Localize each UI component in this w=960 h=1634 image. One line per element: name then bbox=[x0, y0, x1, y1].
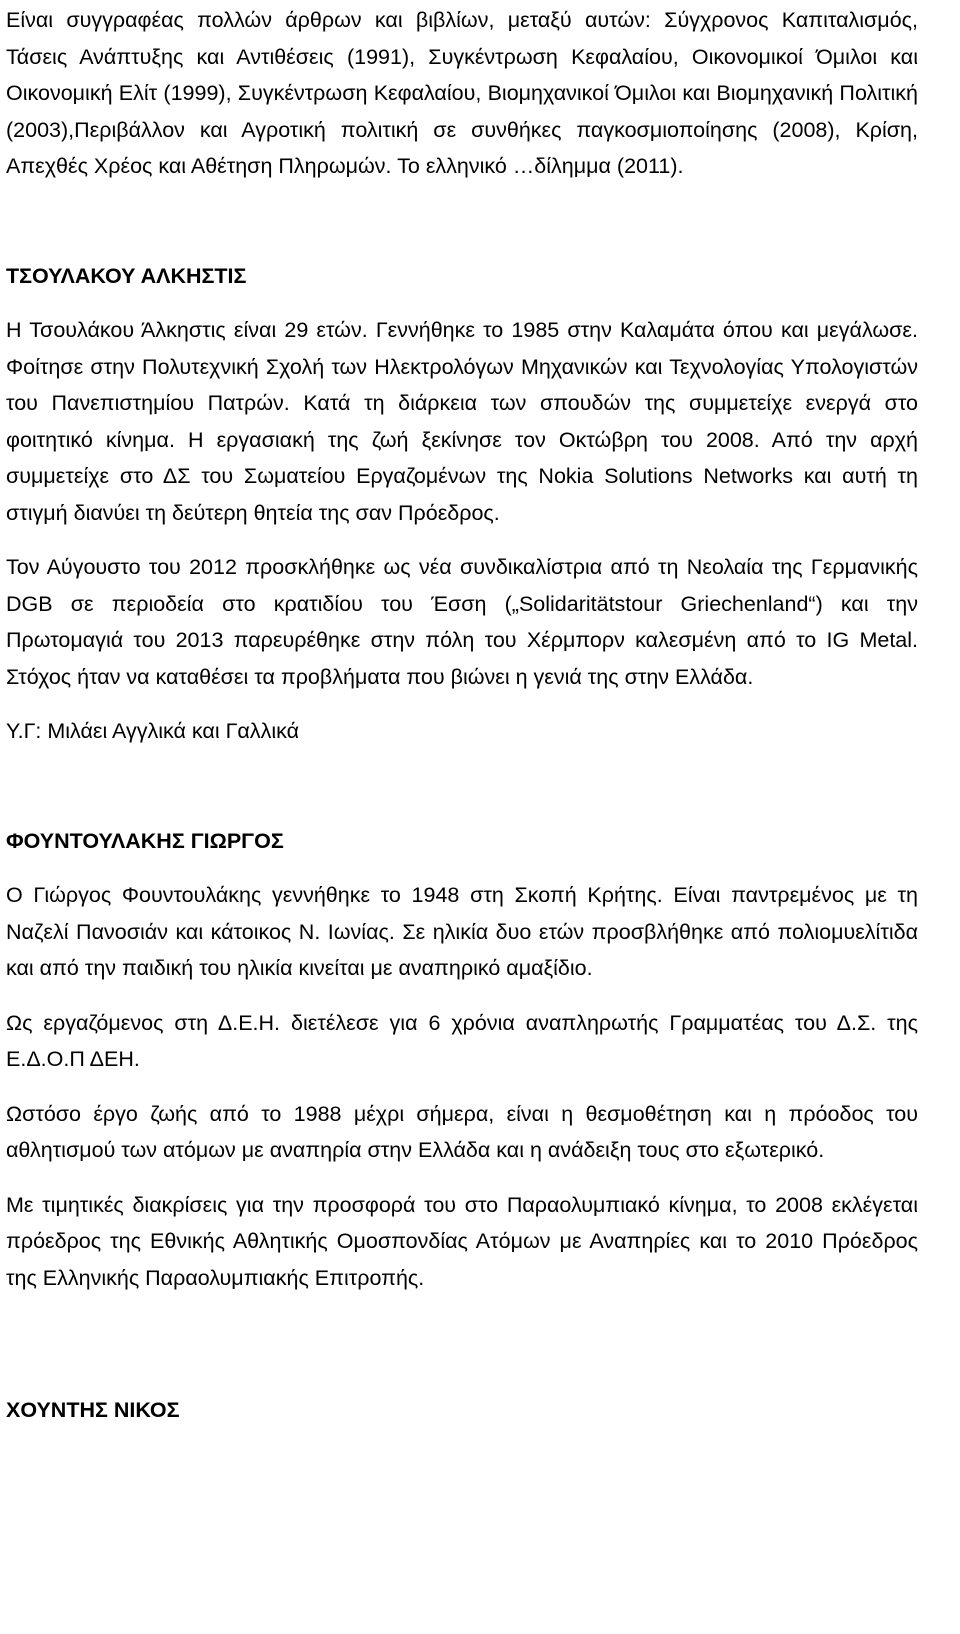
section-heading-chountis: ΧΟΥΝΤΗΣ ΝΙΚΟΣ bbox=[6, 1398, 180, 1422]
spacer bbox=[6, 859, 918, 877]
spacer bbox=[6, 185, 918, 258]
document-page bbox=[6, 2, 918, 1429]
fountoulakis-paragraph-2: Ως εργαζόμενος στη Δ.Ε.Η. διετέλεσε για 6 χρόνια αναπληρωτής Γραμματέας του Δ.Σ. της Ε.Δ.Ο.Π ΔΕΗ. bbox=[6, 1010, 918, 1071]
fountoulakis-paragraph-3: Ωστόσο έργο ζωής από το 1988 μέχρι σήμερα, είναι η θεσμοθέτηση και η πρόοδος του αθλητισμού των ατόμων με αναπηρία στην Ελλάδα και η ανάδειξη τους στο εξωτερικό. bbox=[6, 1101, 918, 1162]
spacer bbox=[6, 695, 918, 713]
tsoulakou-paragraph-3: Υ.Γ: Μιλάει Αγγλικά και Γαλλικά bbox=[6, 719, 300, 743]
spacer bbox=[6, 294, 918, 312]
intro-paragraph: Είναι συγγραφέας πολλών άρθρων και βιβλίων, μεταξύ αυτών: Σύγχρονος Καπιταλισμός, Τάσεις Ανάπτυξης και Αντιθέσεις (1991), Συγκέντρωση Κεφαλαίου, Οικονομικοί Όμιλοι και Οικονομική Ελίτ (1999), Συγκέντρωση Κεφαλαίου, Βιομηχανικοί Όμιλοι και Βιομηχανική Πολιτική (2003),Περιβάλλον και Αγροτική πολιτική σε συνθήκες παγκοσμιοποίησης (2008), Κρίση, Απεχθές Χρέος και Αθέτηση Πληρωμών. Το ελληνικό …δίλημμα (2011). bbox=[6, 8, 918, 178]
spacer bbox=[6, 987, 918, 1005]
tsoulakou-paragraph-1: Η Τσουλάκου Άλκηστις είναι 29 ετών. Γεννήθηκε το 1985 στην Καλαμάτα όπου και μεγάλωσε. Φοίτησε στην Πολυτεχνική Σχολή των Ηλεκτρολόγων Μηχανικών και Τεχνολογίας Υπολογιστών του Πανεπιστημίου Πατρών. Κατά τη διάρκεια των σπουδών της συμμετείχε ενεργά στο φοιτητικό κίνημα. Η εργασιακή της ζωή ξεκίνησε τον Οκτώβρη του 2008. Από την αρχή συμμετείχε στο ΔΣ του Σωματείου Εργαζομένων της Nokia Solutions Networks και αυτή τη στιγμή διανύει τη δεύτερη θητεία της σαν Πρόεδρος. bbox=[6, 318, 918, 525]
spacer bbox=[6, 531, 918, 549]
fountoulakis-paragraph-1: Ο Γιώργος Φουντουλάκης γεννήθηκε το 1948 στη Σκοπή Κρήτης. Είναι παντρεμένος με τη Ναζελί Πανοσιάν και κάτοικος Ν. Ιωνίας. Σε ηλικία δυο ετών προσβλήθηκε από πολιομυελίτιδα και από την παιδική του ηλικία κινείται με αναπηρικό αμαξίδιο. bbox=[6, 883, 918, 980]
tsoulakou-paragraph-2: Τον Αύγουστο του 2012 προσκλήθηκε ως νέα συνδικαλίστρια από τη Νεολαία της Γερμανικής DGB σε περιοδεία στο κρατιδίου του Έσση („Solidaritätstour Griechenland“) και την Πρωτομαγιά του 2013 παρευρέθηκε στην πόλη του Χέρμπορν καλεσμένη από το IG Metal. Στόχος ήταν να καταθέσει τα προβλήματα που βιώνει η γενιά της στην Ελλάδα. bbox=[6, 555, 918, 689]
section-heading-tsoulakou: ΤΣΟΥΛΑΚΟΥ ΑΛΚΗΣΤΙΣ bbox=[6, 263, 247, 288]
spacer bbox=[6, 750, 918, 823]
spacer bbox=[6, 1296, 918, 1392]
spacer bbox=[6, 1078, 918, 1096]
spacer bbox=[6, 1169, 918, 1187]
fountoulakis-paragraph-4: Με τιμητικές διακρίσεις για την προσφορά του στο Παραολυμπιακό κίνημα, το 2008 εκλέγεται πρόεδρος της Εθνικής Αθλητικής Ομοσπονδίας Ατόμων με Αναπηρίες και το 2010 Πρόεδρος της Ελληνικής Παραολυμπιακής Επιτροπής. bbox=[6, 1192, 918, 1290]
section-heading-fountoulakis: ΦΟΥΝΤΟΥΛΑΚΗΣ ΓΙΩΡΓΟΣ bbox=[6, 828, 284, 853]
